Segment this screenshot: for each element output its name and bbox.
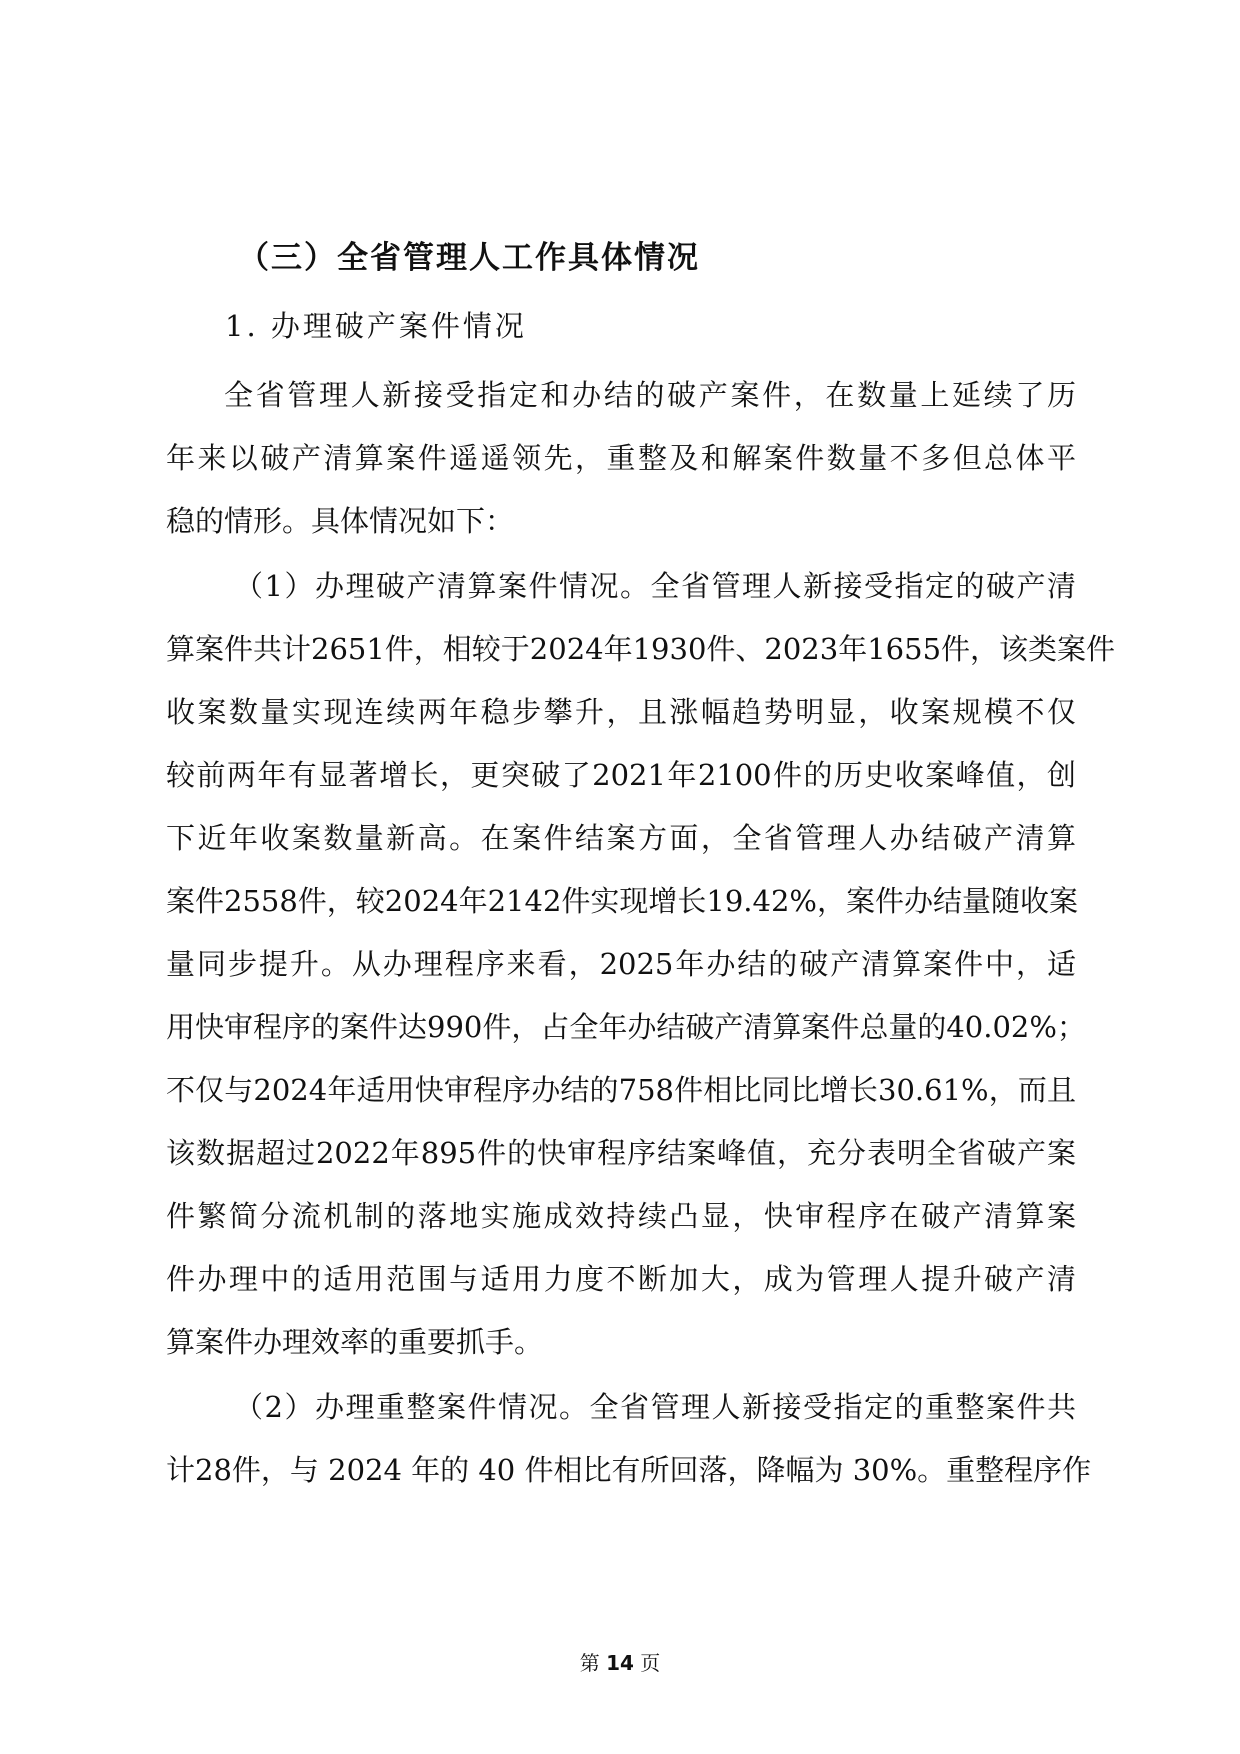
paragraph-line: （1）办理破产清算案件情况。全省管理人新接受指定的破产清 — [234, 569, 1076, 603]
paragraph-line: 稳的情形。具体情况如下： — [166, 504, 515, 538]
subsection-heading: 1. 办理破产案件情况 — [225, 309, 527, 343]
page-number: 14 — [606, 1651, 634, 1675]
paragraph-line: 该数据超过2022年895件的快审程序结案峰值，充分表明全省破产案 — [166, 1136, 1076, 1170]
paragraph-line: 量同步提升。从办理程序来看，2025年办结的破产清算案件中，适 — [166, 947, 1076, 981]
paragraph-line: 全省管理人新接受指定和办结的破产案件，在数量上延续了历 — [224, 378, 1076, 412]
paragraph-liquidation-cases — [166, 555, 1116, 1374]
paragraph-line: 收案数量实现连续两年稳步攀升，且涨幅趋势明显，收案规模不仅 — [166, 695, 1076, 729]
page-footer — [0, 1648, 1240, 1678]
paragraph-reorganization-cases — [166, 1376, 1092, 1502]
section-heading: （三）全省管理人工作具体情况 — [238, 240, 700, 276]
page-number-suffix: 页 — [640, 1651, 661, 1675]
paragraph-line: 件繁简分流机制的落地实施成效持续凸显，快审程序在破产清算案 — [166, 1199, 1076, 1233]
paragraph-line: 年来以破产清算案件遥遥领先，重整及和解案件数量不多但总体平 — [166, 441, 1076, 475]
paragraph-line: 件办理中的适用范围与适用力度不断加大，成为管理人提升破产清 — [166, 1262, 1076, 1296]
paragraph-line: 算案件共计2651件，相较于2024年1930件、2023年1655件，该类案件 — [166, 632, 1116, 666]
paragraph-line: 计28件，与 2024 年的 40 件相比有所回落，降幅为 30%。重整程序作 — [166, 1453, 1092, 1487]
paragraph-line: （2）办理重整案件情况。全省管理人新接受指定的重整案件共 — [234, 1390, 1076, 1424]
paragraph-line: 算案件办理效率的重要抓手。 — [166, 1325, 544, 1359]
paragraph-line: 不仅与2024年适用快审程序办结的758件相比同比增长30.61%，而且 — [166, 1073, 1076, 1107]
paragraph-line: 较前两年有显著增长，更突破了2021年2100件的历史收案峰值，创 — [166, 758, 1076, 792]
paragraph-overview — [166, 364, 1076, 553]
paragraph-line: 用快审程序的案件达990件，占全年办结破产清算案件总量的40.02%； — [166, 1010, 1086, 1044]
paragraph-line: 下近年收案数量新高。在案件结案方面，全省管理人办结破产清算 — [166, 821, 1076, 855]
page-number-prefix: 第 — [579, 1651, 600, 1675]
paragraph-line: 案件2558件，较2024年2142件实现增长19.42%，案件办结量随收案 — [166, 884, 1078, 918]
